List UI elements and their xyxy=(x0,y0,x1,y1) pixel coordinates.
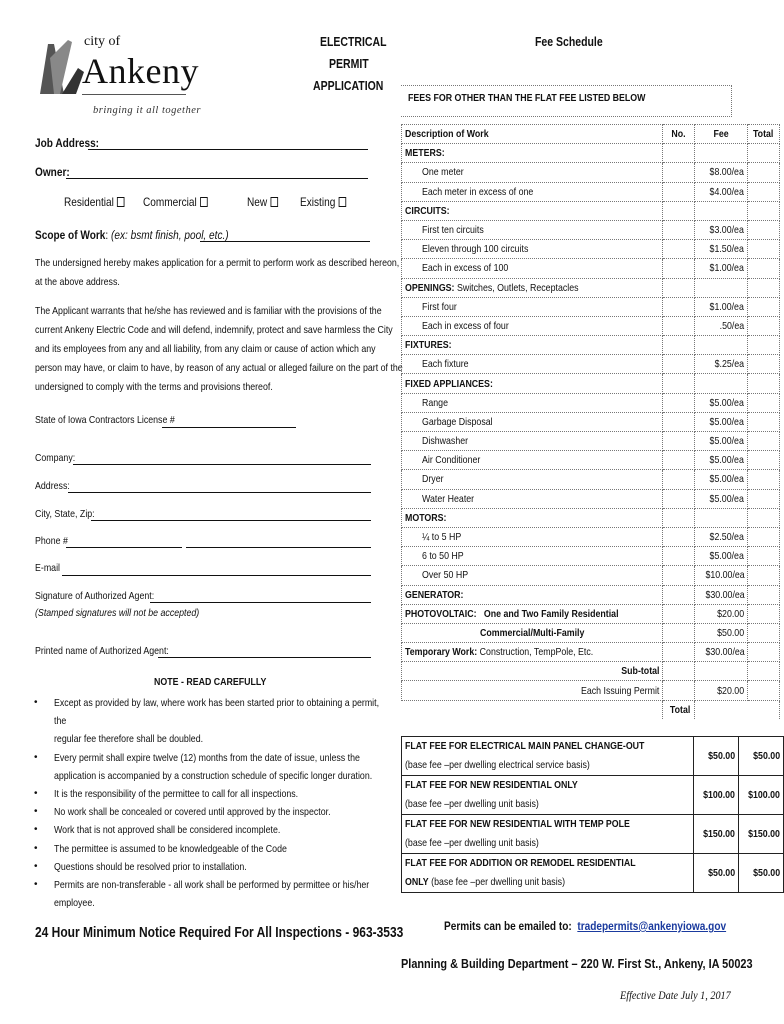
note-line: Work that is not approved shall be considered incomplete. xyxy=(54,824,281,837)
flat-fee-value: $50.00 xyxy=(708,866,736,879)
fee-value: $1.00/ea xyxy=(709,300,745,313)
table-row xyxy=(402,201,780,220)
table-row xyxy=(402,297,780,316)
fee-desc: Dryer xyxy=(422,473,444,486)
flat-fee-value: $100.00 xyxy=(703,788,736,801)
flat-fee-row xyxy=(402,854,784,893)
note-line: Permits are non-transferable - all work shall be performed by permittee or his/her xyxy=(54,879,370,892)
signature-field[interactable] xyxy=(150,602,371,603)
fee-desc: Eleven through 100 circuits xyxy=(422,243,529,256)
issuing-label: Each Issuing Permit xyxy=(580,684,660,697)
flat-fee-total: $100.00 xyxy=(748,788,780,801)
title-line-2: PERMIT xyxy=(329,57,369,71)
table-row xyxy=(402,220,780,239)
total-cell[interactable] xyxy=(748,489,779,508)
table-row xyxy=(402,451,780,470)
note-line: employee. xyxy=(54,897,95,910)
fee-desc: One meter xyxy=(422,166,464,179)
note-line: Every permit shall expire twelve (12) months from the date of issue, unless the xyxy=(54,751,360,764)
phone-field[interactable] xyxy=(66,547,182,548)
fee-value: $10.00/ea xyxy=(704,569,745,582)
logo-divider xyxy=(82,94,186,95)
total-cell[interactable] xyxy=(748,240,779,259)
flat-fee-total: $150.00 xyxy=(748,827,780,840)
table-row xyxy=(402,163,780,182)
email-link[interactable]: tradepermits@ankenyiowa.gov xyxy=(577,919,727,933)
fee-value: $8.00/ea xyxy=(709,166,745,179)
email-permits-text xyxy=(444,919,726,933)
fee-value: .50/ea xyxy=(719,319,745,332)
owner-label: Owner: xyxy=(35,165,70,179)
total-cell[interactable] xyxy=(748,643,779,662)
residential-checkbox[interactable] xyxy=(117,197,125,207)
table-row xyxy=(402,700,780,719)
table-row xyxy=(402,144,780,163)
total-cell[interactable] xyxy=(748,297,779,316)
qty-cell[interactable] xyxy=(663,297,694,316)
company-field[interactable] xyxy=(73,464,371,465)
flat-fee-title: FLAT FEE FOR ELECTRICAL MAIN PANEL CHANGE-OUT xyxy=(405,740,645,752)
flat-fee-basis: (base fee –per dwelling unit basis) xyxy=(431,876,566,888)
table-row xyxy=(402,681,780,700)
new-option[interactable] xyxy=(247,195,278,209)
openings-desc: Switches, Outlets, Receptacles xyxy=(456,281,579,294)
circuits-heading: CIRCUITS: xyxy=(405,204,450,217)
logo-tagline: bringing it all together xyxy=(93,105,201,116)
flat-fee-row xyxy=(402,815,784,854)
fee-value: $4.00/ea xyxy=(709,185,745,198)
total-cell[interactable] xyxy=(748,470,779,489)
table-row xyxy=(402,412,780,431)
email-label: E-mail xyxy=(35,562,61,574)
para1-line2: at the above address. xyxy=(35,276,120,288)
total-cell[interactable] xyxy=(748,662,779,681)
table-row xyxy=(402,623,780,642)
fee-table xyxy=(401,124,780,719)
flat-fee-title: FLAT FEE FOR NEW RESIDENTIAL ONLY xyxy=(405,779,578,791)
owner-field[interactable] xyxy=(66,178,368,179)
fee-desc: Range xyxy=(422,396,449,409)
fee-desc: Each in excess of four xyxy=(422,319,509,332)
total-cell[interactable] xyxy=(748,412,779,431)
note-line: regular fee therefore shall be doubled. xyxy=(54,733,204,746)
qty-cell[interactable] xyxy=(663,259,694,278)
table-row xyxy=(402,662,780,681)
logo-name: Ankeny xyxy=(82,51,199,91)
table-row xyxy=(402,432,780,451)
residential-option[interactable] xyxy=(64,195,125,209)
photovoltaic-heading: PHOTOVOLTAIC: xyxy=(405,607,477,620)
total-cell[interactable] xyxy=(748,623,779,642)
total-cell[interactable] xyxy=(748,547,779,566)
total-cell[interactable] xyxy=(748,451,779,470)
total-cell[interactable] xyxy=(748,163,779,182)
qty-cell[interactable] xyxy=(663,432,694,451)
note-line: Except as provided by law, where work has been started prior to obtaining a permit, the xyxy=(54,697,380,728)
notes-title: NOTE - READ CAREFULLY xyxy=(154,676,267,688)
col-description: Description of Work xyxy=(402,125,663,144)
fee-value: $20.00 xyxy=(717,607,745,620)
qty-cell[interactable] xyxy=(663,470,694,489)
fee-value: $5.00/ea xyxy=(709,454,745,467)
temporary-desc: Construction, TempPole, Etc. xyxy=(479,646,594,659)
total-label: Total xyxy=(670,703,691,716)
fee-desc: First ten circuits xyxy=(422,224,484,237)
existing-option[interactable] xyxy=(300,195,346,209)
qty-cell[interactable] xyxy=(663,163,694,182)
fee-value: $5.00/ea xyxy=(709,415,745,428)
inspection-notice: 24 Hour Minimum Notice Required For All Inspections - 963-3533 xyxy=(35,924,404,941)
license-field[interactable] xyxy=(162,427,296,428)
qty-cell[interactable] xyxy=(663,240,694,259)
fee-banner: FEES FOR OTHER THAN THE FLAT FEE LISTED BELOW xyxy=(408,92,646,104)
phone-label: Phone # xyxy=(35,535,68,547)
flat-fee-basis: (base fee –per dwelling electrical service basis) xyxy=(405,759,590,771)
residential-label: Residential xyxy=(64,195,114,209)
qty-cell[interactable] xyxy=(663,623,694,642)
email-permits-label: Permits can be emailed to: xyxy=(444,919,572,933)
table-header-row xyxy=(402,125,780,144)
grand-total-cell[interactable] xyxy=(694,700,779,719)
fee-desc: 6 to 50 HP xyxy=(422,550,464,563)
para2-line1: The Applicant warrants that he/she has reviewed and is familiar with the provisions of the xyxy=(35,305,382,317)
flat-fee-basis: (base fee –per dwelling unit basis) xyxy=(405,837,539,849)
qty-cell[interactable] xyxy=(663,527,694,546)
flat-fee-row xyxy=(402,737,784,776)
table-row xyxy=(402,336,780,355)
fee-value: $30.00/ea xyxy=(704,588,745,601)
fee-desc: Each meter in excess of one xyxy=(422,185,534,198)
city-state-zip-label: City, State, Zip: xyxy=(35,508,95,520)
qty-cell[interactable] xyxy=(663,643,694,662)
qty-cell[interactable] xyxy=(663,412,694,431)
scope-example: (ex: bsmt finish, pool, etc.) xyxy=(110,228,229,242)
table-row xyxy=(402,489,780,508)
total-cell[interactable] xyxy=(748,182,779,201)
fee-value: $1.00/ea xyxy=(709,262,745,275)
subtotal-cell[interactable] xyxy=(694,662,748,681)
motors-heading: MOTORS: xyxy=(405,511,447,524)
openings-heading: OPENINGS: xyxy=(405,281,455,294)
para1-line1: The undersigned hereby makes application for a permit to perform work as described hereon, xyxy=(35,257,400,269)
email-field[interactable] xyxy=(62,575,371,576)
stamped-note: (Stamped signatures will not be accepted) xyxy=(35,607,200,619)
para2-line5: undersigned to comply with the terms and provisions thereof. xyxy=(35,381,273,393)
flat-fee-total: $50.00 xyxy=(753,749,780,762)
existing-checkbox[interactable] xyxy=(339,197,347,207)
qty-cell[interactable] xyxy=(663,585,694,604)
table-row xyxy=(402,259,780,278)
col-fee: Fee xyxy=(694,125,748,144)
fee-schedule-heading: Fee Schedule xyxy=(535,35,603,49)
address-field[interactable] xyxy=(68,492,371,493)
department-address: Planning & Building Department – 220 W. First St., Ankeny, IA 50023 xyxy=(401,956,753,971)
flat-fee-basis: (base fee –per dwelling unit basis) xyxy=(405,798,539,810)
table-row xyxy=(402,182,780,201)
temporary-heading: Temporary Work: xyxy=(405,646,478,659)
fee-desc: Each fixture xyxy=(422,358,469,371)
para2-line4: person may have, or claim to have, by reason of any actual or alleged failure on the part of the xyxy=(35,362,403,374)
flat-fee-title: FLAT FEE FOR NEW RESIDENTIAL WITH TEMP POLE xyxy=(405,818,630,830)
table-row xyxy=(402,566,780,585)
table-row xyxy=(402,508,780,527)
fee-desc: Each in excess of 100 xyxy=(422,262,509,275)
total-cell[interactable] xyxy=(748,585,779,604)
scope-of-work-field[interactable] xyxy=(200,241,370,242)
phone-field-2[interactable] xyxy=(186,547,371,548)
fee-desc: First four xyxy=(422,300,457,313)
qty-cell[interactable] xyxy=(663,604,694,623)
commercial-checkbox[interactable] xyxy=(200,197,208,207)
qty-cell[interactable] xyxy=(663,316,694,335)
subtotal-label: Sub-total xyxy=(620,665,660,678)
company-label: Company: xyxy=(35,452,76,464)
generator-heading: GENERATOR: xyxy=(405,588,464,601)
qty-cell[interactable] xyxy=(663,451,694,470)
fixtures-heading: FIXTURES: xyxy=(405,339,452,352)
flat-fee-title: FLAT FEE FOR ADDITION OR REMODEL RESIDENTIAL xyxy=(405,857,636,869)
qty-cell[interactable] xyxy=(663,547,694,566)
qty-cell[interactable] xyxy=(663,566,694,585)
fee-value: $3.00/ea xyxy=(709,224,745,237)
table-row xyxy=(402,604,780,623)
address-label: Address: xyxy=(35,480,70,492)
table-row xyxy=(402,374,780,393)
total-cell[interactable] xyxy=(748,432,779,451)
total-cell[interactable] xyxy=(748,220,779,239)
table-row xyxy=(402,278,780,297)
para2-line2: current Ankeny Electric Code and will defend, indemnify, protect and save harmless the City xyxy=(35,324,393,336)
fee-value: $20.00 xyxy=(717,684,745,697)
notes-list xyxy=(34,694,454,912)
qty-cell[interactable] xyxy=(663,393,694,412)
total-cell[interactable] xyxy=(748,393,779,412)
total-cell[interactable] xyxy=(748,316,779,335)
note-item xyxy=(34,840,454,858)
fee-value: $5.00/ea xyxy=(709,550,745,563)
qty-cell[interactable] xyxy=(663,182,694,201)
fee-desc: Garbage Disposal xyxy=(422,415,493,428)
fee-value: $2.50/ea xyxy=(709,531,745,544)
printed-name-field[interactable] xyxy=(158,657,371,658)
note-line: Questions should be resolved prior to installation. xyxy=(54,860,247,873)
total-cell[interactable] xyxy=(748,566,779,585)
ankeny-skyline-icon xyxy=(38,38,86,96)
job-address-field[interactable] xyxy=(88,149,368,150)
qty-cell[interactable] xyxy=(663,355,694,374)
flat-fee-total: $50.00 xyxy=(753,866,780,879)
flat-fee-only: ONLY xyxy=(405,876,429,888)
license-label: State of Iowa Contractors License # xyxy=(35,414,175,426)
printed-name-label: Printed name of Authorized Agent: xyxy=(35,645,169,657)
fee-desc: Air Conditioner xyxy=(422,454,481,467)
note-item xyxy=(34,694,454,749)
flat-fee-row xyxy=(402,776,784,815)
fee-value: $50.00 xyxy=(717,626,745,639)
fee-value: $5.00/ea xyxy=(709,396,745,409)
table-row xyxy=(402,527,780,546)
fee-value: $5.00/ea xyxy=(709,473,745,486)
note-line: It is the responsibility of the permittee to call for all inspections. xyxy=(54,788,299,801)
new-checkbox[interactable] xyxy=(271,197,279,207)
meters-heading: METERS: xyxy=(405,147,445,160)
note-line: No work shall be concealed or covered until approved by the inspector. xyxy=(54,806,331,819)
fee-desc: Over 50 HP xyxy=(422,569,469,582)
note-line: The permittee is assumed to be knowledgeable of the Code xyxy=(54,842,287,855)
total-cell[interactable] xyxy=(748,604,779,623)
qty-cell[interactable] xyxy=(663,489,694,508)
col-no: No. xyxy=(663,125,694,144)
fee-desc: Dishwasher xyxy=(422,435,469,448)
fee-value: $30.00/ea xyxy=(704,646,745,659)
fee-value: $5.00/ea xyxy=(709,435,745,448)
fee-value: $5.00/ea xyxy=(709,492,745,505)
table-row xyxy=(402,240,780,259)
flat-fee-value: $50.00 xyxy=(708,749,736,762)
new-label: New xyxy=(247,195,268,209)
existing-label: Existing xyxy=(300,195,336,209)
commercial-label: Commercial xyxy=(143,195,197,209)
total-cell[interactable] xyxy=(748,259,779,278)
table-row xyxy=(402,547,780,566)
scope-of-work-label: Scope of Work: (ex: bsmt finish, pool, etc.) xyxy=(35,228,229,242)
qty-cell[interactable] xyxy=(663,220,694,239)
table-row xyxy=(402,316,780,335)
table-row xyxy=(402,393,780,412)
note-item xyxy=(34,749,454,785)
commercial-option[interactable] xyxy=(143,195,208,209)
title-line-3: APPLICATION xyxy=(313,79,384,93)
para2-line3: and its employees from any and all liability, from any claim or cause of action which any xyxy=(35,343,376,355)
note-item xyxy=(34,858,454,876)
table-row xyxy=(402,585,780,604)
fee-value: $1.50/ea xyxy=(709,243,745,256)
table-row xyxy=(402,643,780,662)
note-item xyxy=(34,821,454,839)
fee-value: $.25/ea xyxy=(714,358,745,371)
table-row xyxy=(402,355,780,374)
fixed-appliances-heading: FIXED APPLIANCES: xyxy=(405,377,493,390)
note-item xyxy=(34,876,454,912)
total-cell[interactable] xyxy=(748,681,779,700)
title-line-1: ELECTRICAL xyxy=(320,35,387,49)
signature-label: Signature of Authorized Agent: xyxy=(35,590,155,602)
total-cell[interactable] xyxy=(748,527,779,546)
note-line: application is accompanied by a construction schedule of specific longer duration. xyxy=(54,769,373,782)
table-row xyxy=(402,470,780,489)
pv-residential: One and Two Family Residential xyxy=(483,607,619,620)
total-cell[interactable] xyxy=(748,355,779,374)
city-state-zip-field[interactable] xyxy=(91,520,371,521)
col-total: Total xyxy=(748,125,779,144)
fee-desc: Water Heater xyxy=(422,492,475,505)
flat-fee-table xyxy=(401,736,784,893)
flat-fee-value: $150.00 xyxy=(703,827,736,840)
job-address-label: Job Address: xyxy=(35,136,100,150)
logo-city-of: city of xyxy=(84,34,121,49)
effective-date: Effective Date July 1, 2017 xyxy=(620,988,731,1002)
note-item xyxy=(34,785,454,803)
note-item xyxy=(34,803,454,821)
pv-commercial: Commercial/Multi-Family xyxy=(480,626,585,639)
fee-desc: ¼ to 5 HP xyxy=(422,531,462,544)
scope-label: Scope of Work xyxy=(35,228,106,242)
